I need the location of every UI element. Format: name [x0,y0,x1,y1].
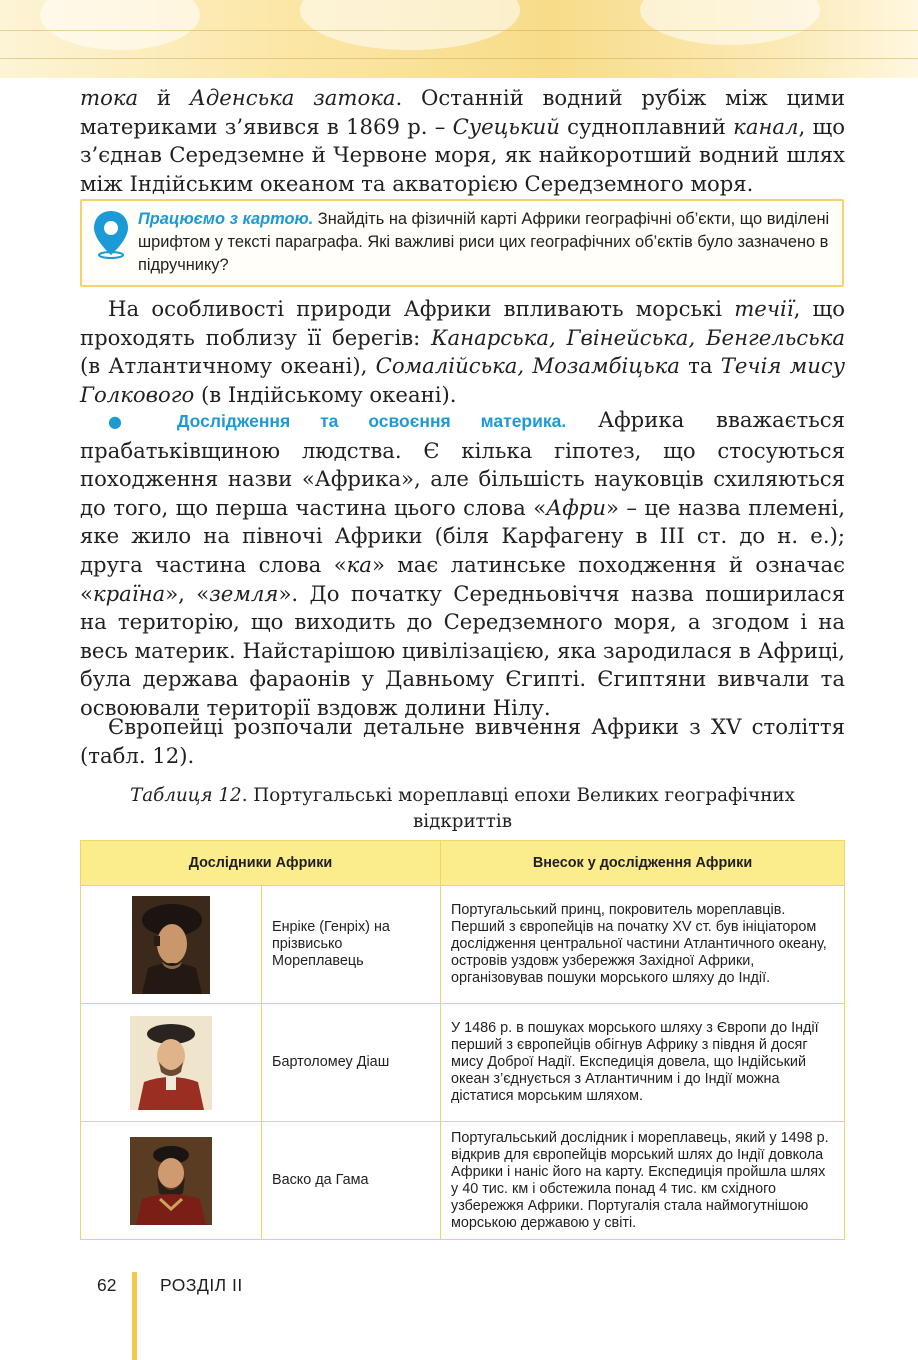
text-italic: канал [733,113,799,139]
table-row [81,886,845,1004]
text: та [679,353,721,379]
explorer-name: Енріке (Генріх) на прізвисько Мореплавець [262,886,441,1004]
portrait-henry-image [132,896,210,994]
map-task-box [80,199,844,287]
text-italic: течії [734,296,794,321]
text: Африка вважається прабатьківщиною людства. Є кілька гіпотез, що стосуються походження назви «Африка», але більшість науковців схиляються до того, що перша частина цього слова « [80,407,846,520]
map-task-title: Працюємо з картою. [138,210,314,228]
explorers-table [80,840,845,1240]
paragraph-exploration [80,406,845,723]
bullet-icon: ● [108,412,148,431]
explorer-name: Бартоломеу Діаш [262,1004,441,1122]
text: й [138,85,190,110]
explorer-name: Васко да Гама [262,1122,441,1240]
text: » – це назва племені, яке жило на півночі Африки (біля Карфагену в III ст. до н. е.); друга частина слова « [80,494,845,577]
explorer-description: Португальський дослідник і мореплавець, який у 1498 р. відкрив для європейців морський шлях до Індії довкола Африки і наніс його на карту. Експедиція пройшла шлях у 40 тис. км і обстежила понад 4 тис. км східного узбережжя Африки. Португалія стала наймогутнішою морською державою у світі. [441,1122,845,1240]
section-title: Дослідження та освоєння материка. [147,411,567,431]
explorer-description: У 1486 р. в пошуках морського шляху з Європи до Індії перший з європейців обігнув Африку з півдня й досяг мису Доброї Надії. Експедиція довела, що Індійський океан з’єднується з Атлантичним і до Індії можна дістатися морським шляхом. [441,1004,845,1122]
text: Європейці розпочали детальне вивчення Африки з XV століття (табл. 12). [80,714,845,768]
text: На особливості природи Африки впливають морські [108,296,735,321]
text-italic: Суецький [452,113,560,139]
text: ». До початку Середньовіччя назва поширилася на територію, що виходить до Середземного моря, а згодом і на весь материк. Найстарішою цивілізацією, яка зародилася в Африці, була держава фараонів у Давньому Єгипті. Єгиптяни вивчали та освоювали території вздовж долини Нілу. [80,580,845,720]
text-italic: Сомалійська, Мозамбіцька [375,353,680,379]
text-italic: Аденська затока [189,85,396,110]
portrait-dias-image [130,1016,212,1110]
portrait-cell [81,1004,262,1122]
caption-label: Таблиця 12 [130,785,242,806]
text: , що з’єднав Середземне й Червоне моря, як найкоротший водний шлях між Індійським океаном та акваторією Середземного моря. [80,113,845,196]
text: (в Атлантичному океані), [80,353,376,379]
text-italic: Афри [546,494,607,520]
table-header-explorers: Дослідники Африки [81,841,441,886]
map-task-text [138,208,833,277]
text-italic: земля [209,580,279,606]
text-italic: тока [80,85,139,110]
paragraph-suez [80,84,845,198]
text-italic: країна [92,580,166,606]
paragraph-europeans [80,713,845,770]
text-italic: Течія мису Голкового [80,353,846,407]
portrait-cell [81,886,262,1004]
table-row [81,1122,845,1240]
table-caption [80,783,845,835]
table-header-row [81,841,845,886]
paragraph-currents [80,295,845,409]
map-pin-icon [91,209,131,259]
page-number: 62 [97,1275,117,1295]
table-row [81,1004,845,1122]
text: » має латинське походження й означає « [80,551,845,606]
footer-divider [132,1272,137,1360]
map-task-body: Знайдіть на фізичній карті Африки географічні об’єкти, що виділені шрифтом у тексті параграфа. Які важливі риси цих географічних об’єктів було зазначено в підручнику? [138,210,830,274]
explorer-description: Португальський принц, покровитель мореплавців. Перший з європейців на початку XV ст. був ініціатором дослідження центральної частини Атлантичного океану, островів уздовж узбережжя Західної Африки, організовував пошуки морського шляху до Індії. [441,886,845,1004]
text: , що проходять поблизу її берегів: [80,296,845,350]
text: судноплавний [559,113,734,139]
portrait-da-gama-image [130,1137,212,1225]
section-label: РОЗДІЛ II [160,1275,243,1295]
text: (в Індійському океані). [194,381,457,407]
portrait-cell [81,1122,262,1240]
text: . Останній водний рубіж між цими материками з’явився в 1869 р. – [80,85,845,139]
text-italic: ка [346,551,372,577]
table-header-contribution: Внесок у дослідження Африки [441,841,845,886]
text-italic: Канарська, Гвінейська, Бенгельська [431,324,845,350]
decorative-header-band [0,0,918,78]
caption-text: . Португальські мореплавці епохи Великих географічних відкриттів [241,785,795,832]
text: », « [165,580,210,606]
